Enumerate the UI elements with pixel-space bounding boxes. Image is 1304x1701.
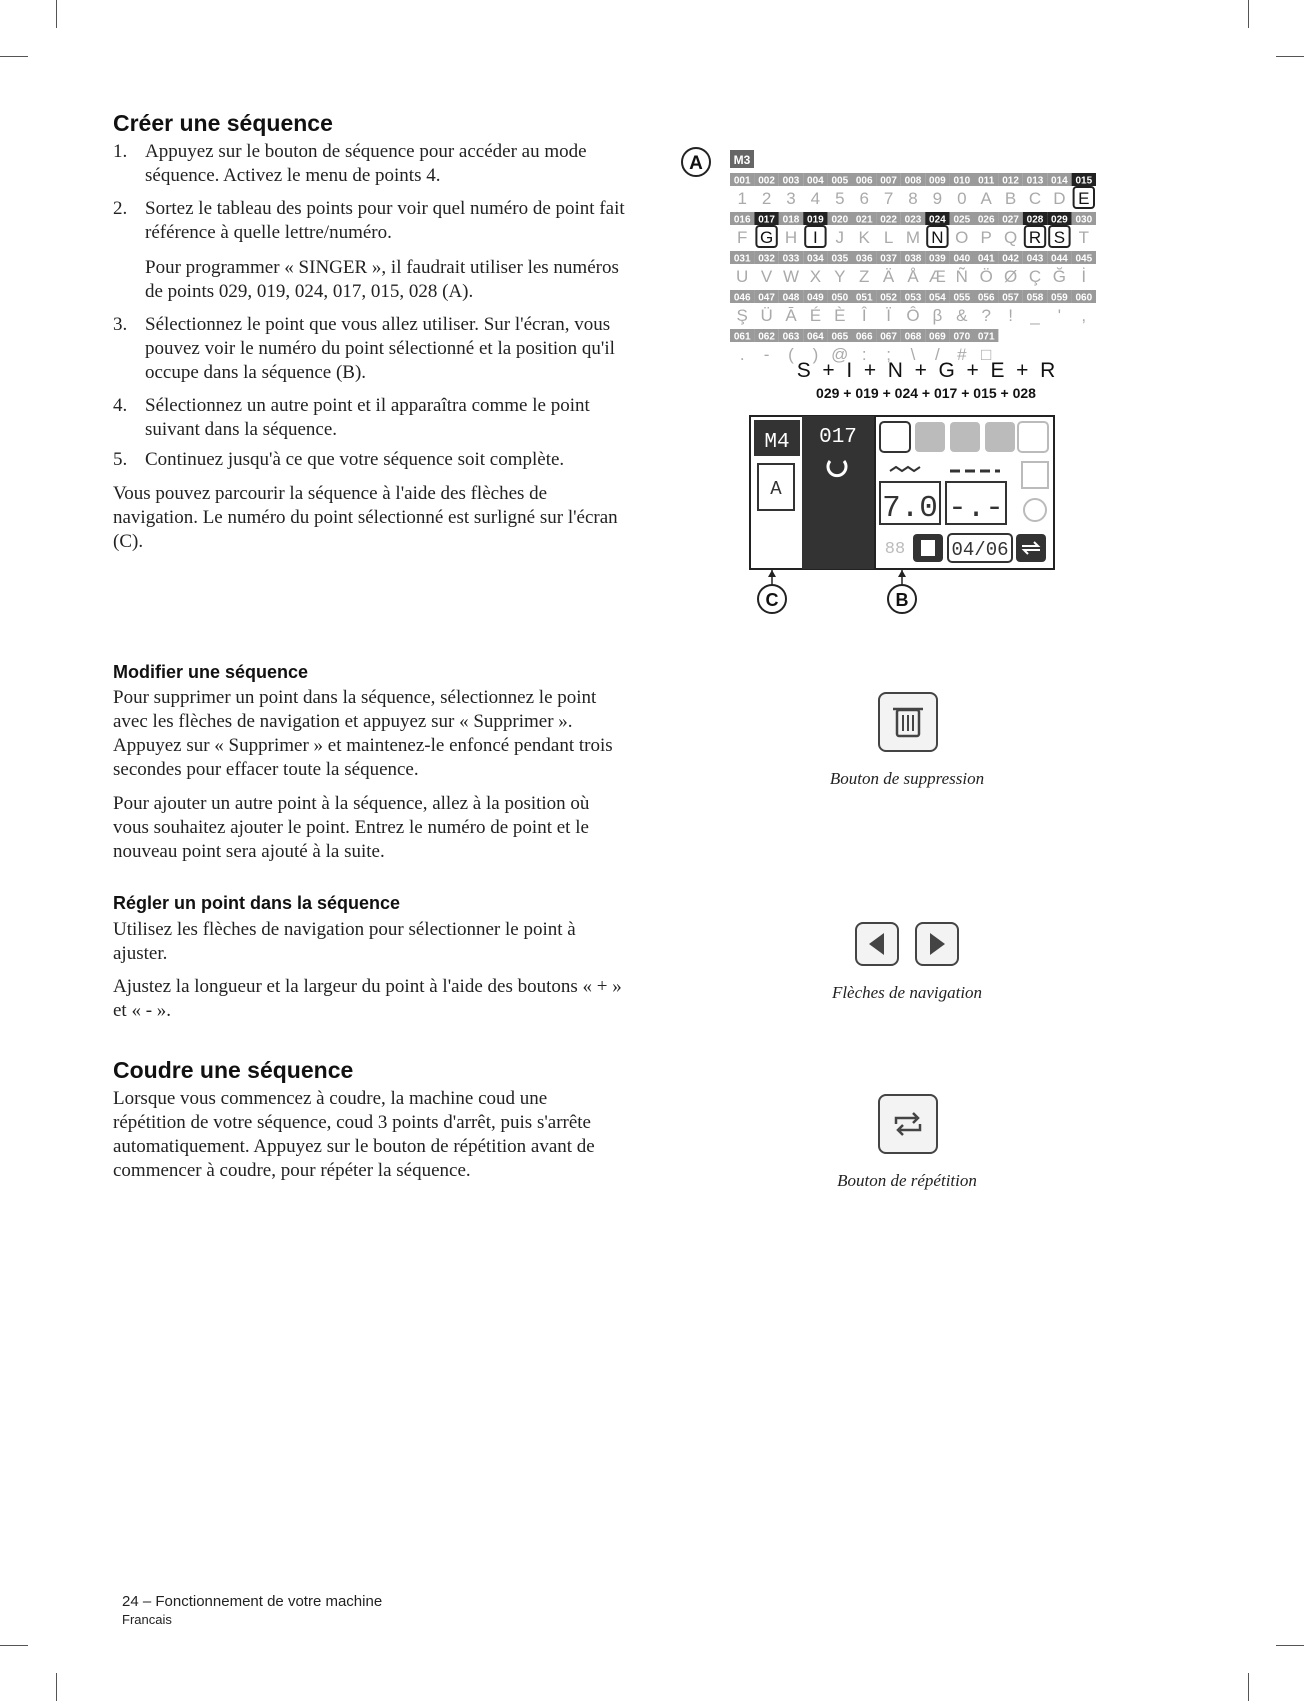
- footer-language: Francais: [122, 1612, 172, 1627]
- stitch-char: Æ: [928, 267, 946, 286]
- stitch-number: 055: [953, 292, 971, 304]
- stitch-number: 050: [831, 292, 849, 304]
- stitch-number: 059: [1051, 292, 1068, 304]
- needle-down-icon: [915, 422, 945, 452]
- stitch-number: 051: [855, 292, 873, 304]
- stitch-number: 044: [1051, 253, 1068, 265]
- multiply-icon: [1018, 422, 1048, 452]
- repeat-icon: [880, 1096, 936, 1152]
- stitch-number: 045: [1075, 253, 1093, 265]
- stitch-number: 018: [782, 214, 800, 226]
- stitch-number: 036: [855, 253, 873, 265]
- stitch-number: 004: [807, 175, 824, 187]
- stitch-char: ;: [886, 345, 891, 364]
- stitch-char: Ç: [1028, 267, 1042, 286]
- sequence-numbers: 029 + 019 + 024 + 017 + 015 + 028: [816, 385, 1036, 401]
- stitch-char: 7: [883, 189, 894, 208]
- stitch-number: 042: [1002, 253, 1019, 265]
- stitch-number: 038: [904, 253, 922, 265]
- stitch-number: 046: [733, 292, 751, 304]
- stitch-number: 031: [733, 253, 751, 265]
- stitch-number: 058: [1026, 292, 1044, 304]
- stitch-char: I: [813, 228, 818, 247]
- stitch-number: 043: [1026, 253, 1044, 265]
- label-a: A: [689, 153, 703, 174]
- list-number: 3.: [113, 314, 128, 335]
- trash-icon: [880, 694, 936, 750]
- stitch-char: N: [931, 228, 944, 247]
- lcd-position: 04/06: [951, 539, 1009, 561]
- mirror-icon: [950, 422, 980, 452]
- stitch-table: [730, 173, 1096, 364]
- crop-mark: [1248, 0, 1249, 28]
- stitch-char: L: [883, 228, 894, 247]
- stitch-char: V: [760, 267, 773, 286]
- stitch-number: 002: [758, 175, 775, 187]
- crop-mark: [0, 56, 28, 57]
- lcd-screen: [750, 416, 1054, 569]
- paragraph-select-stitch: Utilisez les flèches de navigation pour sélectionner le point à ajuster.: [113, 919, 576, 964]
- stitch-number: 028: [1026, 214, 1044, 226]
- stitch-number: 070: [953, 331, 971, 343]
- crop-mark: [56, 1673, 57, 1701]
- stitch-char: E: [1078, 189, 1090, 208]
- stitch-char: Ş: [736, 306, 748, 325]
- stitch-char: W: [782, 267, 800, 286]
- stitch-char: 8: [908, 189, 918, 208]
- stitch-char: Q: [1003, 228, 1018, 247]
- stitch-number: 041: [977, 253, 995, 265]
- stitch-number: 008: [904, 175, 922, 187]
- stitch-char: 5: [835, 189, 845, 208]
- stitch-number: 037: [880, 253, 897, 265]
- stitch-char: 9: [932, 189, 943, 208]
- stitch-char: 6: [859, 189, 869, 208]
- stitch-number: 032: [758, 253, 775, 265]
- bobbin-icon: [1024, 499, 1046, 521]
- nav-right-button[interactable]: [915, 922, 959, 966]
- stitch-char: H: [784, 228, 798, 247]
- stitch-char: C: [1028, 189, 1042, 208]
- lcd-menu: M4: [764, 431, 790, 454]
- stitch-char: Z: [859, 267, 870, 286]
- list-number: 4.: [113, 395, 128, 416]
- stitch-char: Å: [907, 267, 919, 286]
- stitch-char: !: [1008, 306, 1013, 325]
- stitch-char: 4: [810, 189, 821, 208]
- list-text: Sortez le tableau des points pour voir quel numéro de point fait référence à quelle lettre/numéro.: [145, 198, 625, 243]
- list-number: 5.: [113, 449, 128, 470]
- stitch-char: J: [835, 228, 845, 247]
- stitch-number: 061: [733, 331, 751, 343]
- stitch-number: 010: [953, 175, 971, 187]
- stitch-number: 039: [929, 253, 946, 265]
- stitch-number: 035: [831, 253, 849, 265]
- lcd-stitch-number: 017: [819, 426, 857, 449]
- caption-delete: Bouton de suppression: [829, 769, 985, 788]
- stitch-number: 017: [758, 214, 775, 226]
- stitch-number: 066: [855, 331, 873, 343]
- foot-icon: [1022, 462, 1048, 488]
- sequence-letters: S + I + N + G + E + R: [796, 359, 1056, 382]
- paragraph-delete: Pour supprimer un point dans la séquence, sélectionnez le point avec les flèches de navigation et appuyez sur « Supprimer ». Appuyez sur « Supprimer » et maintenez-le enfoncé pendant trois secondes pour effacer toute la séquence.: [113, 687, 613, 780]
- stitch-char: 3: [786, 189, 796, 208]
- stitch-char: ?: [981, 306, 991, 325]
- stitch-number: 021: [855, 214, 873, 226]
- needle-icon: [880, 422, 910, 452]
- stitch-char: İ: [1081, 267, 1087, 286]
- stitch-char: Ø: [1003, 267, 1018, 286]
- stitch-number: 024: [929, 214, 946, 226]
- menu-badge: M3: [733, 153, 751, 167]
- stitch-char: Ñ: [955, 267, 968, 286]
- stitch-char: Ä: [882, 267, 895, 286]
- stitch-number: 012: [1002, 175, 1019, 187]
- stitch-number: 025: [953, 214, 971, 226]
- stitch-char: T: [1078, 228, 1089, 247]
- stitch-number: 006: [855, 175, 873, 187]
- stitch-number: 009: [929, 175, 946, 187]
- stitch-char: /: [935, 345, 940, 364]
- stitch-char: G: [759, 228, 774, 247]
- stitch-number: 016: [733, 214, 751, 226]
- stitch-number: 022: [880, 214, 897, 226]
- stitch-number: 069: [929, 331, 946, 343]
- stitch-number: 003: [782, 175, 800, 187]
- stitch-char: -: [763, 345, 770, 364]
- stitch-sequence-figure: [670, 140, 1110, 620]
- repeat-icon: [1016, 534, 1046, 562]
- stitch-number: 056: [977, 292, 995, 304]
- paragraph-adjust-length: Ajustez la longueur et la largeur du point à l'aide des boutons « + » et « - ».: [113, 976, 622, 1021]
- label-c: C: [765, 590, 779, 610]
- paragraph-navigation: Vous pouvez parcourir la séquence à l'aide des flèches de navigation. Le numéro du point sélectionné est surligné sur l'écran (C).: [113, 483, 618, 552]
- lcd-small-display: 88: [884, 540, 906, 559]
- list-text: Sélectionnez un autre point et il apparaîtra comme le point suivant dans la séquence.: [145, 395, 590, 440]
- section-title-sew: Coudre une séquence: [113, 1057, 354, 1083]
- stitch-number: 047: [758, 292, 775, 304]
- crop-mark: [1276, 56, 1304, 57]
- stitch-char: M: [905, 228, 921, 247]
- stitch-char: K: [858, 228, 870, 247]
- crop-mark: [1248, 1673, 1249, 1701]
- stitch-number: 014: [1051, 175, 1068, 187]
- stitch-char: ,: [1081, 306, 1087, 325]
- stitch-number: 029: [1051, 214, 1068, 226]
- svg-text:-.-: -.-: [948, 491, 1004, 526]
- caption-repeat: Bouton de répétition: [837, 1171, 977, 1190]
- stitch-number: 015: [1075, 175, 1093, 187]
- stitch-char: 1: [737, 189, 747, 208]
- list-text: Appuyez sur le bouton de séquence pour accéder au mode séquence. Activez le menu de points 4.: [145, 141, 587, 186]
- stitch-char: @: [831, 345, 849, 364]
- arrow-left-icon: [857, 924, 897, 964]
- alphabet-icon: A: [770, 478, 782, 500]
- stitch-char: ): [812, 345, 819, 364]
- repeat-button[interactable]: [878, 1094, 938, 1154]
- stitch-char: É: [809, 306, 822, 325]
- list-text: Pour programmer « SINGER », il faudrait utiliser les numéros de points 029, 019, 024, 017, 015, 028 (A).: [145, 257, 619, 302]
- stitch-char: Ô: [906, 306, 920, 325]
- stitch-char: Ü: [760, 306, 773, 325]
- stitch-char: &: [956, 306, 968, 325]
- crop-mark: [0, 1645, 28, 1646]
- crop-mark: [56, 0, 57, 28]
- stitch-number: 013: [1026, 175, 1044, 187]
- stitch-char: (: [788, 345, 794, 364]
- stitch-number: 053: [904, 292, 922, 304]
- stitch-number: 068: [904, 331, 922, 343]
- list-text: Sélectionnez le point que vous allez utiliser. Sur l'écran, vous pouvez voir le numéro du point sélectionné et la position qu'il occupe dans la séquence (B).: [145, 314, 615, 383]
- list-number: 1.: [113, 141, 128, 162]
- stitch-number: 023: [904, 214, 922, 226]
- stitch-number: 060: [1075, 292, 1093, 304]
- stitch-number: 057: [1002, 292, 1019, 304]
- stitch-char: □: [981, 345, 992, 364]
- stitch-number: 065: [831, 331, 849, 343]
- stitch-char: ': [1057, 306, 1062, 325]
- stitch-number: 048: [782, 292, 800, 304]
- stitch-char: _: [1030, 306, 1040, 325]
- stitch-char: .: [739, 345, 745, 364]
- stitch-char: F: [737, 228, 748, 247]
- stitch-char: Ā: [785, 306, 797, 325]
- stitch-char: Ğ: [1052, 267, 1067, 286]
- stitch-number: 033: [782, 253, 800, 265]
- stitch-char: Ö: [979, 267, 993, 286]
- section-title-modify: Modifier une séquence: [113, 662, 309, 682]
- stitch-number: 030: [1075, 214, 1093, 226]
- stitch-number: 063: [782, 331, 800, 343]
- paragraph-sew: Lorsque vous commencez à coudre, la machine coud une répétition de votre séquence, coud 3 points d'arrêt, puis s'arrête automatiquement. Appuyez sur le bouton de répétition avant de commencer à coudre, pour répéter la séquence.: [113, 1088, 595, 1181]
- stitch-char: È: [834, 306, 846, 325]
- stitch-char: :: [861, 345, 867, 364]
- stitch-char: \: [910, 345, 916, 364]
- stitch-number: 019: [807, 214, 824, 226]
- list-number: 2.: [113, 198, 128, 219]
- stitch-char: D: [1053, 189, 1066, 208]
- stitch-number: 026: [977, 214, 995, 226]
- stitch-number: 027: [1002, 214, 1019, 226]
- stitch-number: 007: [880, 175, 897, 187]
- stitch-char: 2: [761, 189, 772, 208]
- arrow-right-icon: [917, 924, 957, 964]
- nav-left-button[interactable]: [855, 922, 899, 966]
- stitch-char: β: [932, 306, 943, 325]
- caption-navigation: Flèches de navigation: [831, 983, 983, 1002]
- stitch-number: 052: [880, 292, 897, 304]
- stitch-number: 011: [978, 175, 995, 187]
- section-title-create: Créer une séquence: [113, 110, 333, 136]
- stitch-char: O: [955, 228, 969, 247]
- stitch-char: P: [980, 228, 992, 247]
- page-footer: 24 – Fonctionnement de votre machine: [122, 1593, 383, 1610]
- stitch-char: Î: [861, 306, 867, 325]
- stitch-number: 049: [807, 292, 824, 304]
- stitch-number: 034: [807, 253, 824, 265]
- stitch-char: S: [1053, 228, 1066, 247]
- stitch-char: U: [736, 267, 749, 286]
- stitch-number: 020: [831, 214, 849, 226]
- stitch-number: 005: [831, 175, 849, 187]
- stitch-char: X: [809, 267, 822, 286]
- stitch-char: B: [1004, 189, 1017, 208]
- section-title-adjust: Régler un point dans la séquence: [113, 893, 401, 913]
- stitch-char: A: [980, 189, 992, 208]
- crop-mark: [1276, 1645, 1304, 1646]
- elongation-icon: [985, 422, 1015, 452]
- stitch-number: 064: [807, 331, 824, 343]
- delete-button[interactable]: [878, 692, 938, 752]
- stitch-number: 040: [953, 253, 971, 265]
- stitch-char: #: [957, 345, 967, 364]
- stitch-number: 071: [977, 331, 995, 343]
- stitch-number: 054: [929, 292, 946, 304]
- stitch-char: R: [1028, 228, 1042, 247]
- stitch-char: Ï: [886, 306, 891, 325]
- stitch-char: 0: [957, 189, 967, 208]
- list-text: Continuez jusqu'à ce que votre séquence soit complète.: [145, 449, 565, 470]
- stitch-number: 001: [733, 175, 751, 187]
- stitch-number: 062: [758, 331, 775, 343]
- paragraph-add: Pour ajouter un autre point à la séquence, allez à la position où vous souhaitez ajouter le point. Entrez le numéro de point et le nouveau point sera ajouté à la suite.: [113, 793, 590, 862]
- label-b: B: [895, 590, 909, 610]
- stitch-number: 067: [880, 331, 897, 343]
- stitch-char: Y: [834, 267, 846, 286]
- svg-text:7.0: 7.0: [882, 491, 938, 526]
